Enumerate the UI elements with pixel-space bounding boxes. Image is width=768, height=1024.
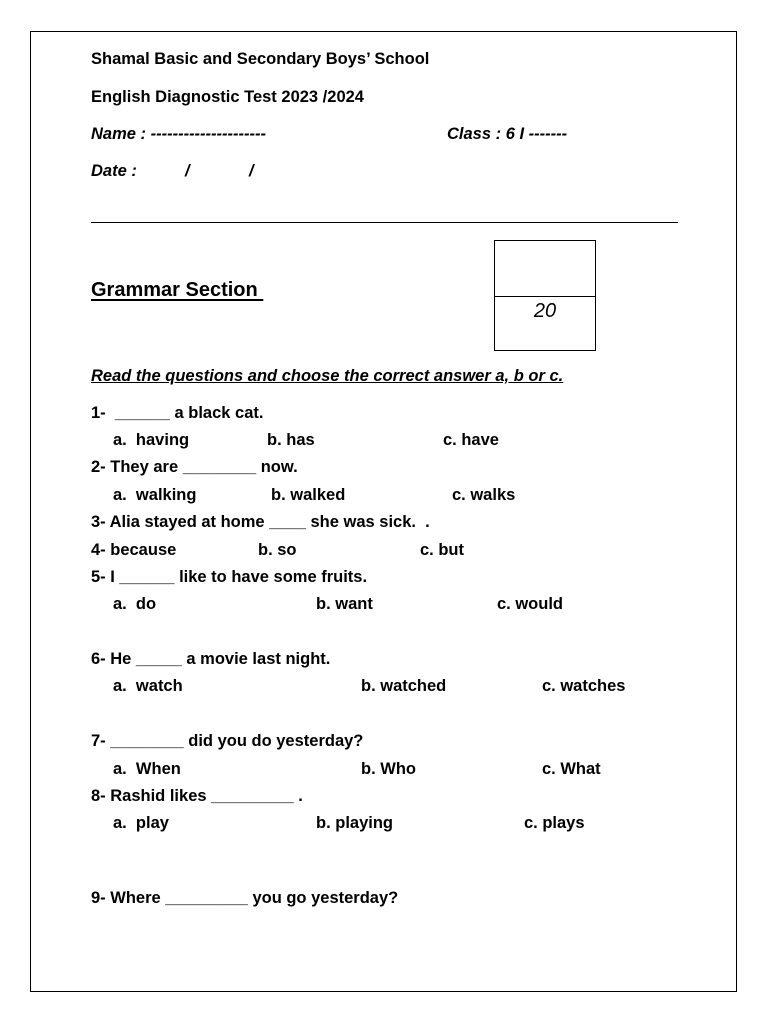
option-c: c. walks xyxy=(452,486,516,504)
date-label: Date : xyxy=(91,162,137,180)
option-c: c. have xyxy=(443,431,499,449)
score-box xyxy=(494,240,596,351)
date-slash: / xyxy=(249,162,254,180)
option-c: c. but xyxy=(420,541,464,559)
question-text: 2- They are ________ now. xyxy=(91,458,298,476)
section-title: Grammar Section xyxy=(91,279,264,301)
instructions: Read the questions and choose the correct answer a, b or c. xyxy=(91,367,564,385)
option-c: c. plays xyxy=(524,814,585,832)
class-field: Class : 6 I ------- xyxy=(447,125,568,143)
option-a: a. do xyxy=(113,595,157,613)
option-b: b. playing xyxy=(316,814,394,832)
name-field: Name : --------------------- xyxy=(91,125,266,143)
question-text: 4- because xyxy=(91,541,177,559)
school-name: Shamal Basic and Secondary Boys’ School xyxy=(91,50,430,68)
option-a: a. walking xyxy=(113,486,197,504)
option-a: a. watch xyxy=(113,677,183,695)
question-text: 6- He _____ a movie last night. xyxy=(91,650,331,668)
header-divider xyxy=(91,222,678,223)
score-box-divider xyxy=(495,296,595,297)
score-total: 20 xyxy=(533,300,557,322)
option-b: b. watched xyxy=(361,677,447,695)
option-b: b. so xyxy=(258,541,297,559)
question-text: 7- ________ did you do yesterday? xyxy=(91,732,364,750)
question-text: 8- Rashid likes _________ . xyxy=(91,787,303,805)
option-b: b. has xyxy=(267,431,315,449)
option-b: b. walked xyxy=(271,486,346,504)
question-text: 1- ______ a black cat. xyxy=(91,404,264,422)
question-text: 9- Where _________ you go yesterday? xyxy=(91,889,399,907)
option-a: a. having xyxy=(113,431,190,449)
option-c: c. would xyxy=(497,595,563,613)
date-slash: / xyxy=(185,162,190,180)
option-a: a. play xyxy=(113,814,169,832)
option-c: c. watches xyxy=(542,677,626,695)
option-a: a. When xyxy=(113,760,181,778)
option-b: b. want xyxy=(316,595,373,613)
option-b: b. Who xyxy=(361,760,416,778)
question-text: 3- Alia stayed at home ____ she was sick. . xyxy=(91,513,430,531)
test-title: English Diagnostic Test 2023 /2024 xyxy=(91,88,364,106)
question-text: 5- I ______ like to have some fruits. xyxy=(91,568,368,586)
option-c: c. What xyxy=(542,760,601,778)
